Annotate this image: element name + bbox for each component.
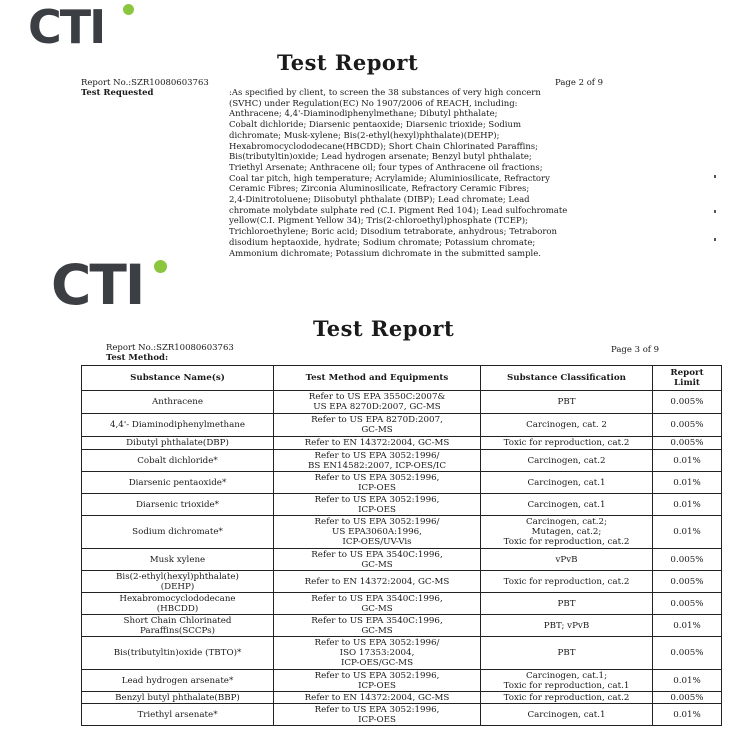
margin-mark — [714, 210, 716, 213]
table-row — [82, 516, 722, 549]
table-row — [82, 450, 722, 472]
substance-cell: Bis(2-ethyl(hexyl)phthalate) (DEHP) — [82, 571, 274, 593]
limit-cell: 0.005% — [653, 391, 722, 414]
margin-mark — [714, 238, 716, 241]
table-row — [82, 615, 722, 637]
requested-line: dichromate; Musk-xylene; Bis(2-ethyl(hexyl)phthalate)(DEHP); — [229, 130, 500, 141]
classification-cell: Carcinogen, cat.1 — [481, 472, 653, 494]
requested-line: 2,4-Dinitrotoluene; Diisobutyl phthalate (DIBP); Lead chromate; Lead — [229, 195, 530, 206]
limit-cell: 0.01% — [653, 450, 722, 472]
classification-cell: PBT — [481, 637, 653, 670]
requested-line: Ceramic Fibres; Zirconia Aluminosilicate, Refractory Ceramic Fibres; — [229, 184, 530, 195]
table-row — [82, 593, 722, 615]
report-number: Report No.:SZR10080603763 — [106, 343, 234, 353]
classification-cell: Carcinogen, cat.1 — [481, 494, 653, 516]
substance-cell: Dibutyl phthalate(DBP) — [82, 437, 274, 450]
limit-cell: 0.005% — [653, 692, 722, 704]
limit-cell: 0.005% — [653, 549, 722, 571]
table-row — [82, 494, 722, 516]
limit-cell: 0.01% — [653, 670, 722, 692]
requested-line: Trichloroethylene; Boric acid; Disodium tetraborate, anhydrous; Tetraboron — [229, 227, 557, 238]
table-row — [82, 670, 722, 692]
requested-line: Anthracene; 4,4'-Diaminodiphenylmethane; Dibutyl phthalate; — [229, 109, 498, 120]
substance-cell: Lead hydrogen arsenate* — [82, 670, 274, 692]
header-limit — [653, 366, 722, 391]
logo-text: CTI — [28, 0, 105, 54]
header-classification: Substance Classification — [481, 366, 653, 391]
method-cell: Refer to EN 14372:2004, GC-MS — [274, 692, 481, 704]
requested-line: (SVHC) under Regulation(EC) No 1907/2006 of REACH, including: — [229, 98, 518, 109]
test-requested-text — [229, 88, 629, 259]
requested-line: Bis(tributyltin)oxide; Lead hydrogen arsenate; Benzyl butyl phthalate; — [229, 152, 532, 163]
substance-table — [81, 365, 722, 726]
classification-cell: Carcinogen, cat. 2 — [481, 414, 653, 437]
substance-cell: Musk xylene — [82, 549, 274, 571]
table-header-row — [82, 366, 722, 391]
limit-cell: 0.005% — [653, 437, 722, 450]
method-cell: Refer to US EPA 3052:1996, ICP-OES — [274, 472, 481, 494]
substance-cell: Bis(tributyltin)oxide (TBTO)* — [82, 637, 274, 670]
limit-cell: 0.01% — [653, 472, 722, 494]
requested-line: Cobalt dichloride; Diarsenic pentaoxide; Diarsenic trioxide; Sodium — [229, 120, 522, 131]
requested-line: Triethyl Arsenate; Anthracene oil; four types of Anthracene oil fractions; — [229, 162, 543, 173]
page-title: Test Report — [277, 50, 419, 75]
method-cell: Refer to US EPA 3550C:2007& US EPA 8270D:2007, GC-MS — [274, 391, 481, 414]
substance-cell: Sodium dichromate* — [82, 516, 274, 549]
requested-line: Coal tar pitch, high temperature; Acrylamide; Aluminiosilicate, Refractory — [229, 173, 550, 184]
table-row — [82, 472, 722, 494]
table-row — [82, 637, 722, 670]
table-row — [82, 704, 722, 726]
substance-cell: Benzyl butyl phthalate(BBP) — [82, 692, 274, 704]
table-row — [82, 437, 722, 450]
substance-cell: Short Chain Chlorinated Paraffins(SCCPs) — [82, 615, 274, 637]
report-number: Report No.:SZR10080603763 — [81, 78, 209, 88]
limit-cell: 0.005% — [653, 414, 722, 437]
test-requested-label: Test Requested — [81, 88, 154, 98]
method-cell: Refer to US EPA 3052:1996, ICP-OES — [274, 494, 481, 516]
limit-cell: 0.01% — [653, 494, 722, 516]
requested-line: disodium heptaoxide, hydrate; Sodium chromate; Potassium chromate; — [229, 237, 536, 248]
table-row — [82, 571, 722, 593]
limit-cell: 0.005% — [653, 593, 722, 615]
requested-line: yellow(C.I. Pigment Yellow 34); Tris(2-chloroethyl)phosphate (TCEP); — [229, 216, 528, 227]
classification-cell: Toxic for reproduction, cat.2 — [481, 571, 653, 593]
classification-cell: Toxic for reproduction, cat.2 — [481, 692, 653, 704]
method-cell: Refer to EN 14372:2004, GC-MS — [274, 571, 481, 593]
table-row — [82, 414, 722, 437]
substance-cell: Hexabromocyclododecane (HBCDD) — [82, 593, 274, 615]
page-title: Test Report — [313, 316, 455, 341]
header-substance: Substance Name(s) — [82, 366, 274, 391]
classification-cell: PBT — [481, 391, 653, 414]
classification-cell: Carcinogen, cat.2; Mutagen, cat.2; Toxic for reproduction, cat.2 — [481, 516, 653, 549]
logo-text: CTI — [51, 253, 144, 317]
margin-mark — [714, 175, 716, 178]
limit-cell: 0.005% — [653, 637, 722, 670]
header-method: Test Method and Equipments — [274, 366, 481, 391]
substance-cell: Triethyl arsenate* — [82, 704, 274, 726]
method-cell: Refer to US EPA 3540C:1996, GC-MS — [274, 593, 481, 615]
substance-cell: Anthracene — [82, 391, 274, 414]
method-cell: Refer to EN 14372:2004, GC-MS — [274, 437, 481, 450]
requested-line: Ammonium dichromate; Potassium dichromate in the submitted sample. — [229, 248, 541, 259]
test-method-label: Test Method: — [106, 353, 169, 363]
limit-cell: 0.01% — [653, 615, 722, 637]
logo-dot-icon — [154, 260, 167, 273]
classification-cell: PBT; vPvB — [481, 615, 653, 637]
page-number: Page 2 of 9 — [555, 78, 604, 88]
logo-dot-icon — [123, 4, 134, 15]
method-cell: Refer to US EPA 3540C:1996, GC-MS — [274, 549, 481, 571]
limit-cell: 0.01% — [653, 704, 722, 726]
classification-cell: PBT — [481, 593, 653, 615]
table-row — [82, 391, 722, 414]
classification-cell: Carcinogen, cat.1 — [481, 704, 653, 726]
limit-cell: 0.005% — [653, 571, 722, 593]
method-cell: Refer to US EPA 3052:1996/ ISO 17353:2004, ICP-OES/GC-MS — [274, 637, 481, 670]
classification-cell: Toxic for reproduction, cat.2 — [481, 437, 653, 450]
substance-cell: 4,4'- Diaminodiphenylmethane — [82, 414, 274, 437]
substance-cell: Diarsenic trioxide* — [82, 494, 274, 516]
method-cell: Refer to US EPA 3052:1996, ICP-OES — [274, 704, 481, 726]
classification-cell: Carcinogen, cat.2 — [481, 450, 653, 472]
method-cell: Refer to US EPA 8270D:2007, GC-MS — [274, 414, 481, 437]
classification-cell: Carcinogen, cat.1; Toxic for reproduction, cat.1 — [481, 670, 653, 692]
substance-cell: Cobalt dichloride* — [82, 450, 274, 472]
method-cell: Refer to US EPA 3052:1996, ICP-OES — [274, 670, 481, 692]
method-cell: Refer to US EPA 3540C:1996, GC-MS — [274, 615, 481, 637]
requested-line: Hexabromocyclododecane(HBCDD); Short Chain Chlorinated Paraffins; — [229, 141, 539, 152]
substance-cell: Diarsenic pentaoxide* — [82, 472, 274, 494]
requested-line: chromate molybdate sulphate red (C.I. Pigment Red 104); Lead sulfochromate — [229, 205, 568, 216]
header-limit-text: Report Limit — [670, 368, 704, 388]
table-row — [82, 549, 722, 571]
table-row — [82, 692, 722, 704]
classification-cell: vPvB — [481, 549, 653, 571]
method-cell: Refer to US EPA 3052:1996/ BS EN14582:2007, ICP-OES/IC — [274, 450, 481, 472]
page-number: Page 3 of 9 — [611, 345, 660, 355]
requested-line: :As specified by client, to screen the 38 substances of very high concern — [229, 88, 541, 98]
company-logo — [28, 0, 105, 54]
limit-cell: 0.01% — [653, 516, 722, 549]
company-logo — [51, 253, 144, 317]
method-cell: Refer to US EPA 3052:1996/ US EPA3060A:1996, ICP-OES/UV-Vis — [274, 516, 481, 549]
